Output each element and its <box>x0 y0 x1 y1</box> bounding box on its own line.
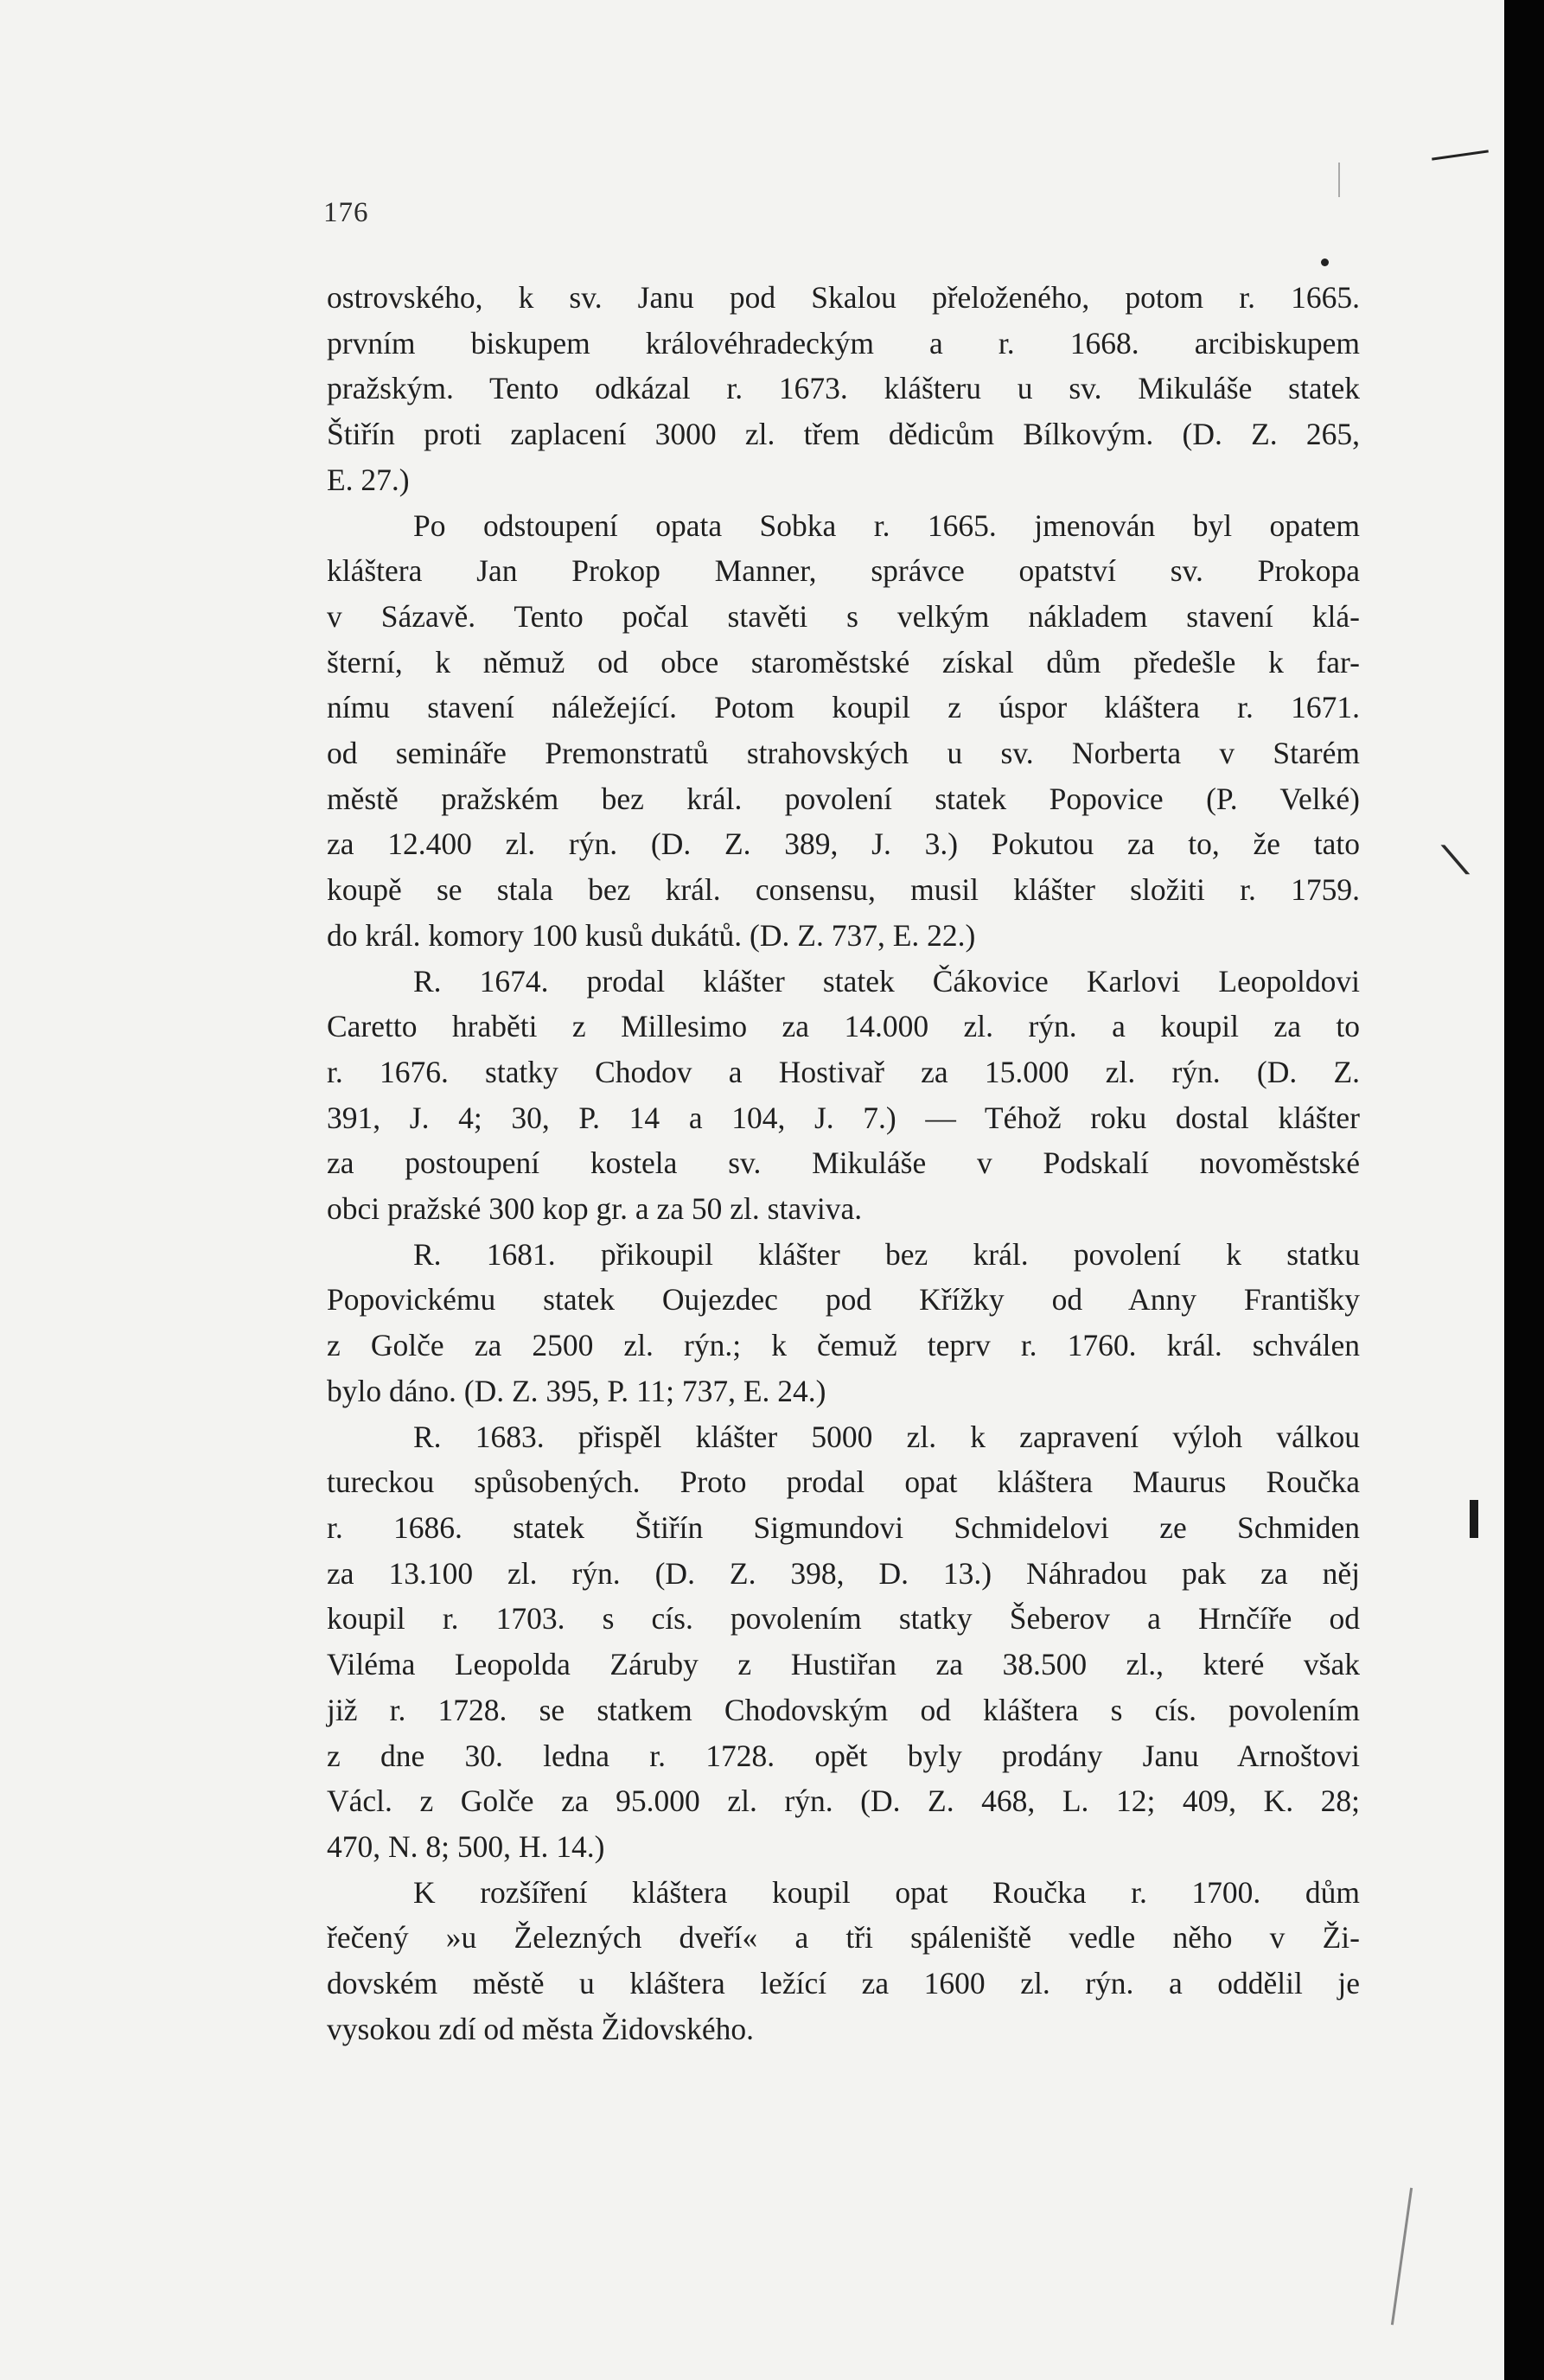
text-line: dovském městě u kláštera ležící za 1600 zl. rýn. a oddělil je <box>327 1966 1360 2001</box>
text-line: Václ. z Golče za 95.000 zl. rýn. (D. Z. 468, L. 12; 409, K. 28; <box>327 1783 1360 1819</box>
text-line: koupě se stala bez král. consensu, musil klášter složiti r. 1759. <box>327 872 1360 908</box>
text-line: za 12.400 zl. rýn. (D. Z. 389, J. 3.) Pokutou za to, že tato <box>327 826 1360 862</box>
text-line: ostrovského, k sv. Janu pod Skalou přeloženého, potom r. 1665. <box>327 280 1360 315</box>
text-line: Popovickému statek Oujezdec pod Křížky od Anny Františky <box>327 1282 1360 1318</box>
scan-artifact-top <box>1432 150 1489 160</box>
text-line: koupil r. 1703. s cís. povolením statky Šeberov a Hrnčíře od <box>327 1601 1360 1637</box>
text-line: vysokou zdí od města Židovského. <box>327 2011 754 2046</box>
text-line: již r. 1728. se statkem Chodovským od kláštera s cís. povolením <box>327 1692 1360 1727</box>
text-line: r. 1686. statek Štiřín Sigmundovi Schmidelovi ze Schmiden <box>327 1509 1360 1545</box>
text-line: R. 1674. prodal klášter statek Čákovice Karlovi Leopoldovi <box>413 963 1360 999</box>
text-line: řečený »u Železných dveří« a tři spáleniště vedle něho v Ži- <box>327 1920 1360 1956</box>
text-line: prvním biskupem královéhradeckým a r. 1668. arcibiskupem <box>327 325 1360 361</box>
text-line: tureckou spůsobených. Proto prodal opat kláštera Maurus Roučka <box>327 1464 1360 1500</box>
text-line: R. 1681. přikoupil klášter bez král. povolení k statku <box>413 1236 1360 1272</box>
ink-dot <box>1321 258 1329 266</box>
text-line: do král. komory 100 kusů dukátů. (D. Z. 737, E. 22.) <box>327 917 976 953</box>
text-line: bylo dáno. (D. Z. 395, P. 11; 737, E. 24.) <box>327 1373 826 1408</box>
text-line: z dne 30. ledna r. 1728. opět byly prodány Janu Arnoštovi <box>327 1738 1360 1773</box>
scan-artifact-low <box>1470 1500 1478 1538</box>
text-line: E. 27.) <box>327 462 410 497</box>
text-line: nímu stavení náležející. Potom koupil z úspor kláštera r. 1671. <box>327 690 1360 725</box>
text-line: Po odstoupení opata Sobka r. 1665. jmenován byl opatem <box>413 507 1360 543</box>
text-line: v Sázavě. Tento počal stavěti s velkým nákladem stavení klá- <box>327 598 1360 634</box>
scan-border <box>1504 0 1544 2380</box>
body-text <box>327 275 1360 2051</box>
text-line: r. 1676. statky Chodov a Hostivař za 15.000 zl. rýn. (D. Z. <box>327 1054 1360 1089</box>
text-line: od semináře Premonstratů strahovských u sv. Norberta v Starém <box>327 736 1360 771</box>
text-line: K rozšíření kláštera koupil opat Roučka r. 1700. dům <box>413 1874 1360 1910</box>
text-line: 470, N. 8; 500, H. 14.) <box>327 1828 605 1864</box>
text-line: za postoupení kostela sv. Mikuláše v Podskalí novoměstské <box>327 1145 1360 1181</box>
text-line: obci pražské 300 kop gr. a za 50 zl. staviva. <box>327 1191 863 1227</box>
text-line: pražským. Tento odkázal r. 1673. klášteru u sv. Mikuláše statek <box>327 371 1360 406</box>
page-number: 176 <box>323 197 369 228</box>
scan-artifact-mid: ⟍ <box>1442 839 1469 883</box>
text-line: Viléma Leopolda Záruby z Hustiřan za 38.500 zl., které však <box>327 1647 1360 1682</box>
text-line: šterní, k němuž od obce staroměstské získal dům předešle k far- <box>327 644 1360 680</box>
text-line: městě pražském bez král. povolení statek Popovice (P. Velké) <box>327 781 1360 816</box>
scan-artifact-bottom <box>1391 2188 1413 2326</box>
text-line: z Golče za 2500 zl. rýn.; k čemuž teprv r. 1760. král. schválen <box>327 1328 1360 1363</box>
text-line: 391, J. 4; 30, P. 14 a 104, J. 7.) — Téhož roku dostal klášter <box>327 1100 1360 1135</box>
margin-tick <box>1338 163 1340 197</box>
text-line: Štiřín proti zaplacení 3000 zl. třem dědicům Bílkovým. (D. Z. 265, <box>327 417 1360 452</box>
text-line: R. 1683. přispěl klášter 5000 zl. k zapravení výloh válkou <box>413 1419 1360 1454</box>
text-line: Caretto hraběti z Millesimo za 14.000 zl. rýn. a koupil za to <box>327 1009 1360 1044</box>
text-line: za 13.100 zl. rýn. (D. Z. 398, D. 13.) Náhradou pak za něj <box>327 1555 1360 1591</box>
text-line: kláštera Jan Prokop Manner, správce opatství sv. Prokopa <box>327 553 1360 589</box>
